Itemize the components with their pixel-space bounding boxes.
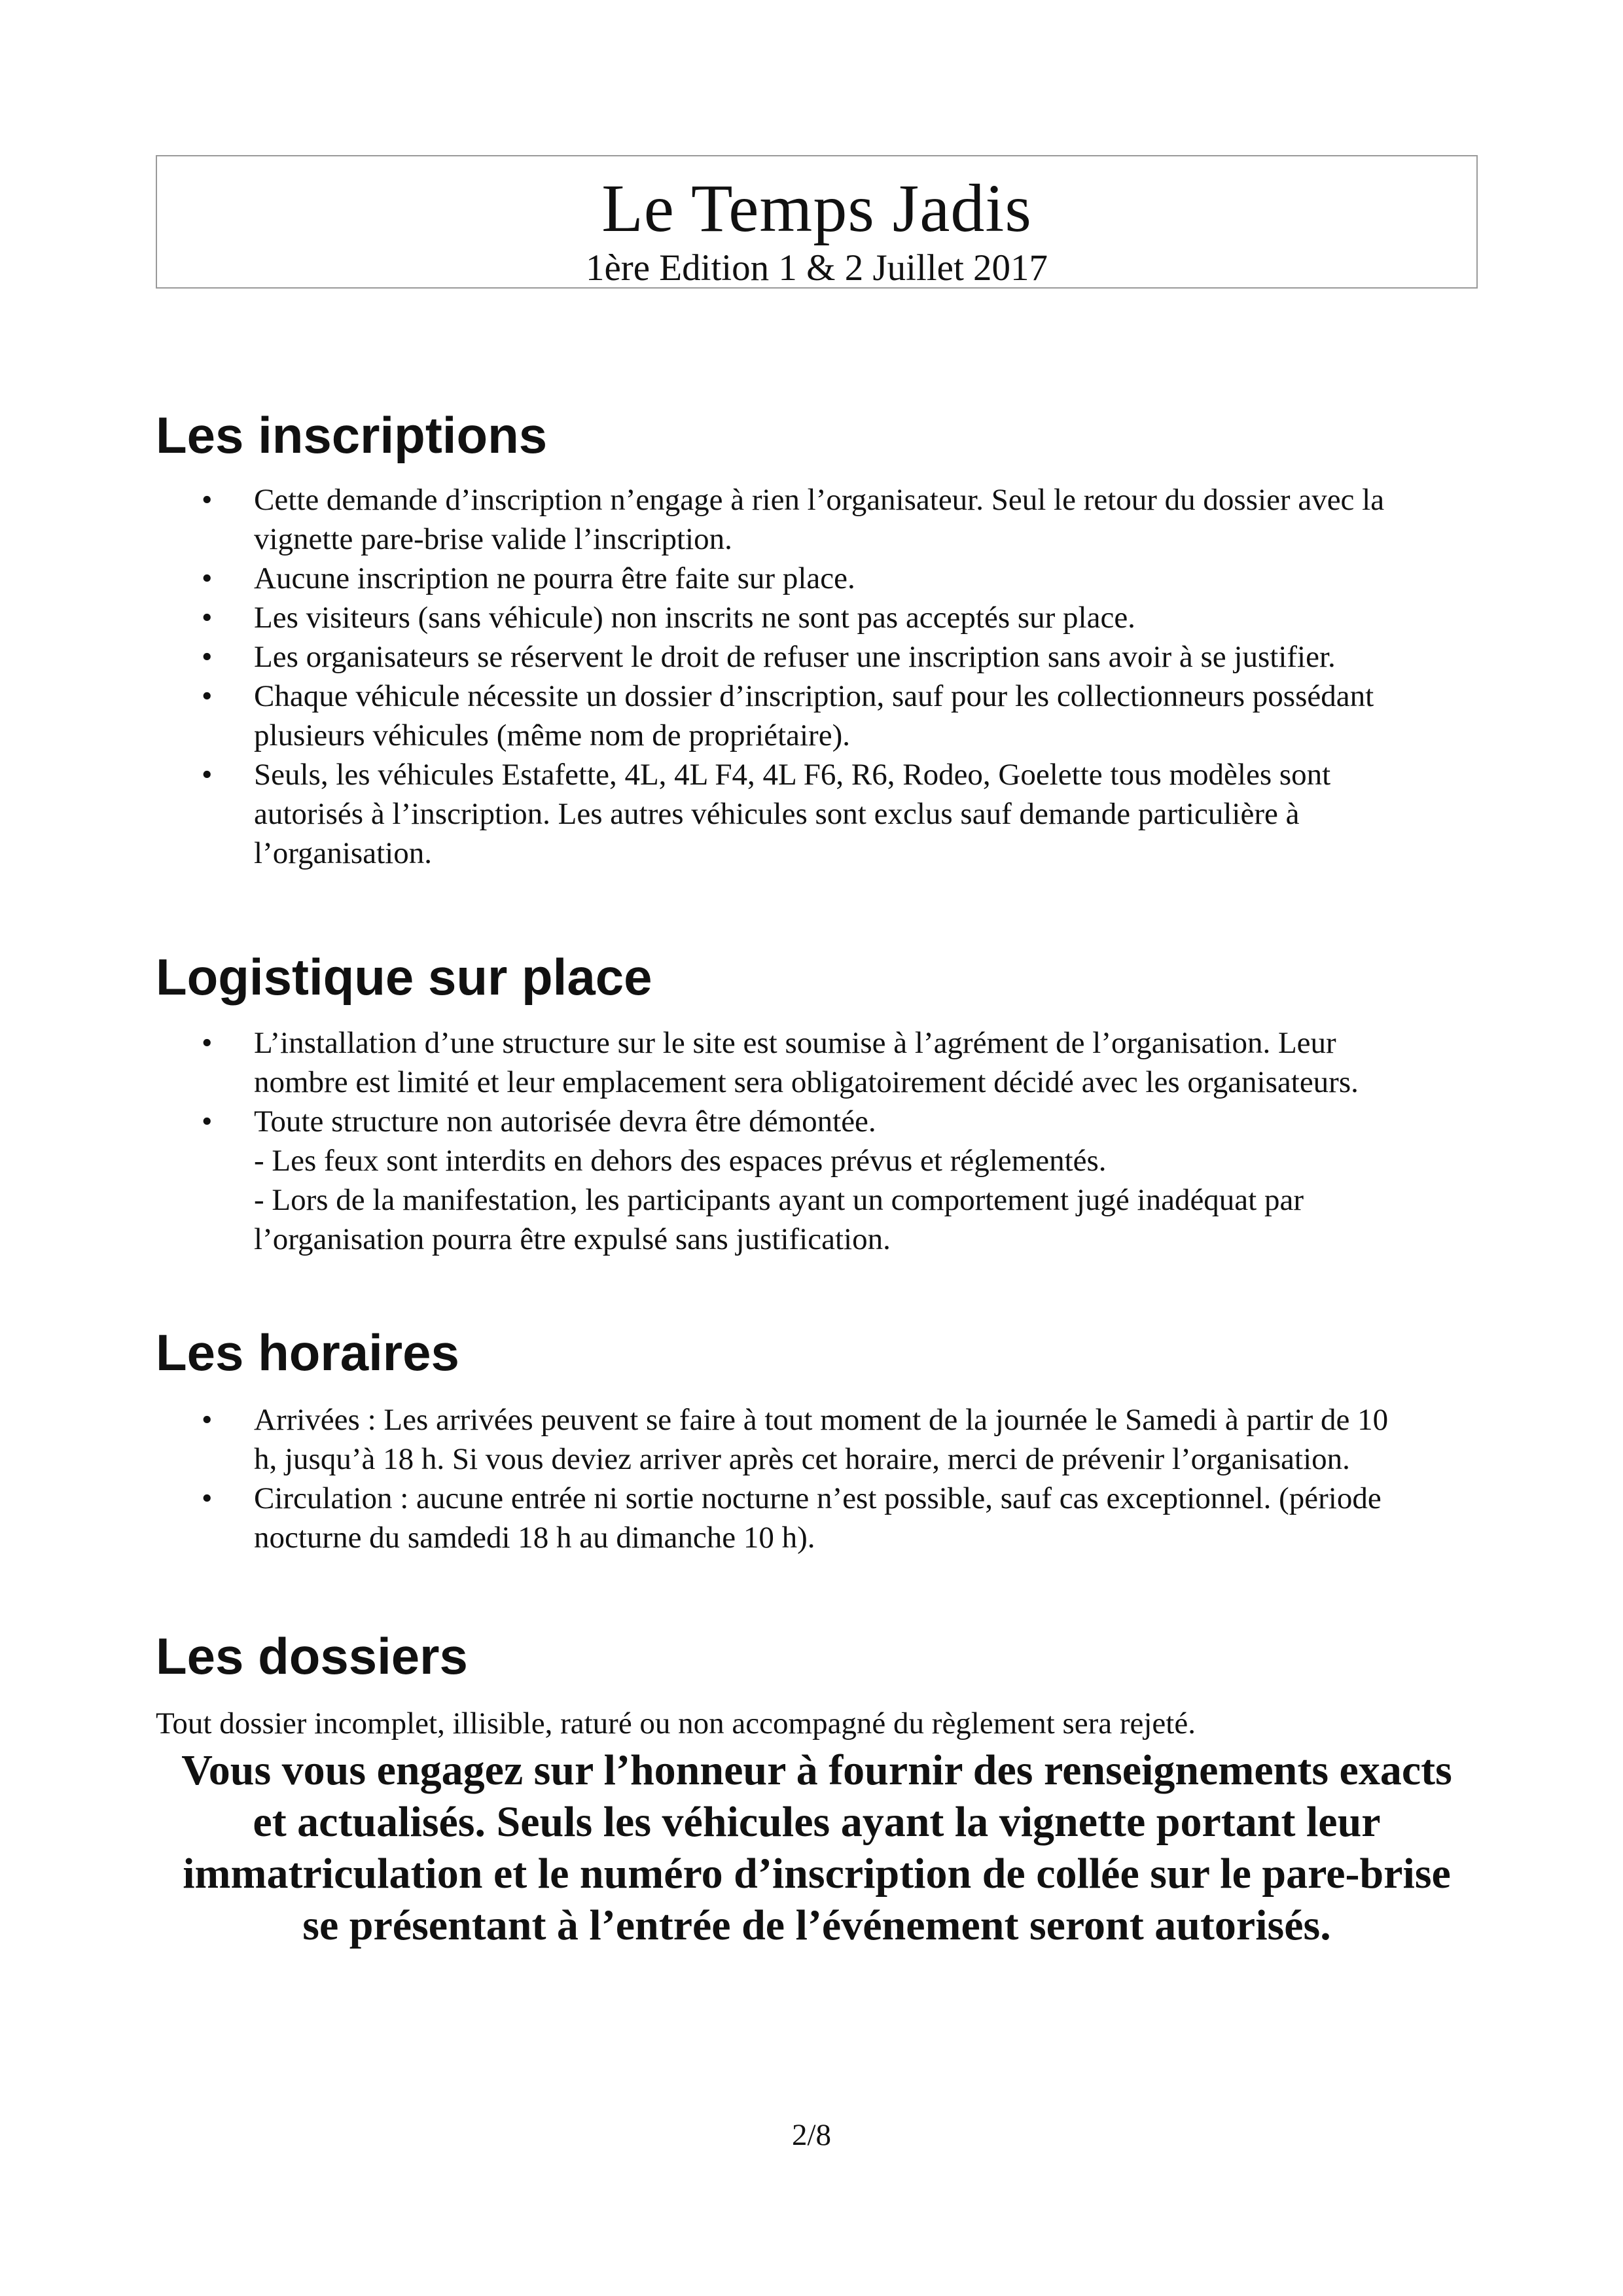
bullet-icon: • xyxy=(202,640,213,674)
list-item-line: Les visiteurs (sans véhicule) non inscrits ne sont pas acceptés sur place. xyxy=(254,601,1135,635)
list-item-line: Chaque véhicule nécessite un dossier d’inscription, sauf pour les collectionneurs possédant xyxy=(254,679,1374,713)
heading-inscriptions: Les inscriptions xyxy=(156,406,548,464)
title-box xyxy=(156,155,1478,289)
list-item-line: l’organisation pourra être expulsé sans justification. xyxy=(254,1222,891,1256)
list-item xyxy=(156,559,1478,598)
bullet-icon: • xyxy=(202,1026,213,1060)
list-item xyxy=(156,598,1478,637)
list-item-line: Toute structure non autorisée devra être démontée. xyxy=(254,1104,876,1139)
heading-dossiers: Les dossiers xyxy=(156,1627,468,1685)
heading-horaires: Les horaires xyxy=(156,1324,459,1381)
bullet-icon: • xyxy=(202,1104,213,1139)
list-item xyxy=(156,1479,1478,1557)
document-title: Le Temps Jadis xyxy=(601,171,1032,246)
list-item-line: h, jusqu’à 18 h. Si vous deviez arriver après cet horaire, merci de prévenir l’organisation. xyxy=(254,1442,1350,1476)
document-subtitle: 1ère Edition 1 & 2 Juillet 2017 xyxy=(585,247,1048,289)
statement-line: Vous vous engagez sur l’honneur à fournir des renseignements exacts xyxy=(181,1746,1452,1794)
list-item-line: Aucune inscription ne pourra être faite sur place. xyxy=(254,561,855,595)
bullet-icon: • xyxy=(202,679,213,713)
statement-line: se présentant à l’entrée de l’événement seront autorisés. xyxy=(302,1901,1331,1949)
list-item-line: L’installation d’une structure sur le site est soumise à l’agrément de l’organisation. Leur xyxy=(254,1026,1336,1060)
list-item xyxy=(156,677,1478,755)
list-item-line: - Les feux sont interdits en dehors des espaces prévus et réglementés. xyxy=(254,1144,1107,1178)
list-item-line: nombre est limité et leur emplacement sera obligatoirement décidé avec les organisateurs. xyxy=(254,1065,1359,1099)
bullet-icon: • xyxy=(202,1403,213,1437)
statement-line: et actualisés. Seuls les véhicules ayant la vignette portant leur xyxy=(253,1798,1381,1846)
honour-statement xyxy=(156,1744,1478,1951)
heading-logistique: Logistique sur place xyxy=(156,948,652,1006)
list-item xyxy=(156,1023,1478,1102)
list-item-line: Les organisateurs se réservent le droit de refuser une inscription sans avoir à se justifier. xyxy=(254,640,1336,674)
dossiers-text: Tout dossier incomplet, illisible, raturé ou non accompagné du règlement sera rejeté. xyxy=(156,1706,1196,1740)
list-item xyxy=(156,1102,1478,1259)
list-item-line: vignette pare-brise valide l’inscription. xyxy=(254,522,732,556)
list-item xyxy=(156,480,1478,559)
list-item-line: - Lors de la manifestation, les participants ayant un comportement jugé inadéquat par xyxy=(254,1183,1304,1217)
list-logistique xyxy=(156,1023,1478,1259)
list-item-line: Seuls, les véhicules Estafette, 4L, 4L F4, 4L F6, R6, Rodeo, Goelette tous modèles sont xyxy=(254,758,1331,792)
list-item-line: nocturne du samdedi 18 h au dimanche 10 h). xyxy=(254,1521,815,1555)
list-item-line: Arrivées : Les arrivées peuvent se faire à tout moment de la journée le Samedi à partir de 10 xyxy=(254,1403,1389,1437)
statement-line: immatriculation et le numéro d’inscription de collée sur le pare-brise xyxy=(183,1850,1451,1898)
bullet-icon: • xyxy=(202,483,213,517)
list-horaires xyxy=(156,1400,1478,1557)
list-item xyxy=(156,637,1478,677)
list-item-line: autorisés à l’inscription. Les autres véhicules sont exclus sauf demande particulière à xyxy=(254,797,1300,831)
page-number: 2/8 xyxy=(791,2118,832,2152)
list-item-line: l’organisation. xyxy=(254,836,432,870)
bullet-icon: • xyxy=(202,561,213,595)
list-item xyxy=(156,1400,1478,1479)
list-item-line: plusieurs véhicules (même nom de propriétaire). xyxy=(254,718,850,752)
list-item-line: Cette demande d’inscription n’engage à rien l’organisateur. Seul le retour du dossier avec la xyxy=(254,483,1385,517)
bullet-icon: • xyxy=(202,601,213,635)
list-item-line: Circulation : aucune entrée ni sortie nocturne n’est possible, sauf cas exceptionnel. (période xyxy=(254,1481,1382,1515)
list-inscriptions xyxy=(156,480,1478,873)
bullet-icon: • xyxy=(202,758,213,792)
bullet-icon: • xyxy=(202,1481,213,1515)
list-item xyxy=(156,755,1478,873)
